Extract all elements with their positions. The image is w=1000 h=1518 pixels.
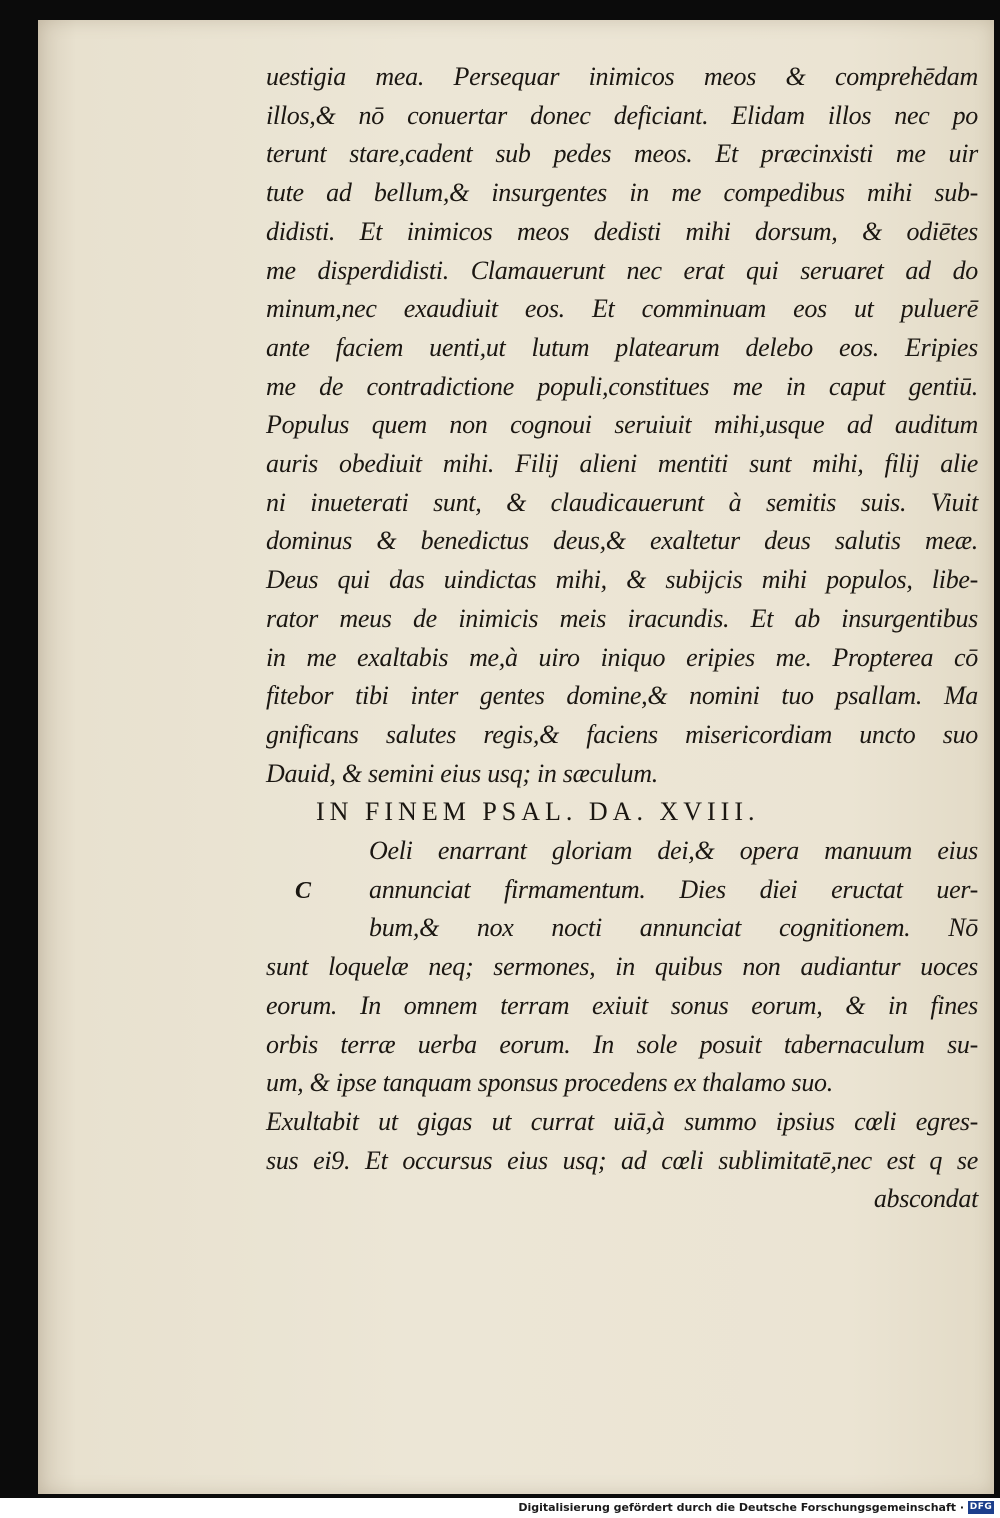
dfg-logo: DFG (969, 1502, 993, 1512)
text-line: Exultabit ut gigas ut currat uiā,à summo ipsius cœli egres- (266, 1106, 978, 1136)
text-line: fitebor tibi inter gentes domine,& nomini tuo psallam. Ma (266, 681, 978, 711)
text-line: didisti. Et inimicos meos dedisti mihi dorsum, & odiētes (266, 216, 978, 246)
text-line: gnificans salutes regis,& faciens misericordiam uncto suo (266, 719, 978, 749)
text-line: dominus & benedictus deus,& exaltetur deus salutis meæ. (266, 526, 978, 556)
text-line: um, & ipse tanquam sponsus procedens ex thalamo suo. (266, 1068, 833, 1098)
text-line: me disperdidisti. Clamauerunt nec erat qui seruaret ad do (266, 255, 978, 285)
text-line: me de contradictione populi,constitues me in caput gentiū. (266, 371, 978, 401)
text-line: Dauid, & semini eius usq; in sæculum. (266, 758, 658, 788)
text-line: bum,& nox nocti annunciat cognitionem. Nō (369, 913, 978, 943)
footer-bar (0, 1498, 1000, 1518)
text-line: Populus quem non cognoui seruiuit mihi,usque ad auditum (266, 410, 978, 440)
text-line: uestigia mea. Persequar inimicos meos & comprehēdam (266, 62, 978, 91)
text-line: orbis terræ uerba eorum. In sole posuit tabernaculum su- (266, 1029, 978, 1059)
catchword: abscondat (873, 1184, 978, 1214)
text-line: eorum. In omnem terram exiuit sonus eorum, & in fines (266, 990, 978, 1020)
text-line: rator meus de inimicis meis iracundis. Et ab insurgentibus (266, 603, 978, 633)
text-line: Deus qui das uindictas mihi, & subijcis mihi populos, libe- (266, 565, 978, 595)
marginal-letter: C (295, 877, 312, 904)
text-line: ni inueterati sunt, & claudicauerunt à semitis suis. Viuit (266, 487, 978, 517)
text-line: sus ei9. Et occursus eius usq; ad cœli sublimitatē,nec est q se (266, 1145, 978, 1175)
text-line: annunciat firmamentum. Dies diei eructat uer- (369, 874, 978, 904)
text-line: illos,& nō conuertar donec deficiant. Elidam illos nec po (266, 100, 978, 130)
book-page (38, 20, 994, 1494)
text-line: tute ad bellum,& insurgentes in me compedibus mihi sub- (266, 178, 978, 208)
text-line: auris obediuit mihi. Filij alieni mentiti sunt mihi, filij alie (266, 449, 978, 478)
funding-notice: Digitalisierung gefördert durch die Deutsche Forschungsgemeinschaft · (518, 1501, 964, 1514)
psalm-heading: IN FINEM PSAL. DA. XVIII. (316, 797, 760, 827)
text-line: in me exaltabis me,à uiro iniquo eripies me. Propterea cō (266, 642, 978, 672)
text-line: ante faciem uenti,ut lutum platearum delebo eos. Eripies (266, 332, 978, 362)
text-line: sunt loquelæ neq; sermones, in quibus non audiantur uoces (266, 952, 978, 982)
text-line: minum,nec exaudiuit eos. Et comminuam eos ut puluerē (266, 294, 978, 324)
text-line: terunt stare,cadent sub pedes meos. Et præcinxisti me uir (266, 139, 978, 169)
text-line: Oeli enarrant gloriam dei,& opera manuum eius (369, 836, 978, 865)
